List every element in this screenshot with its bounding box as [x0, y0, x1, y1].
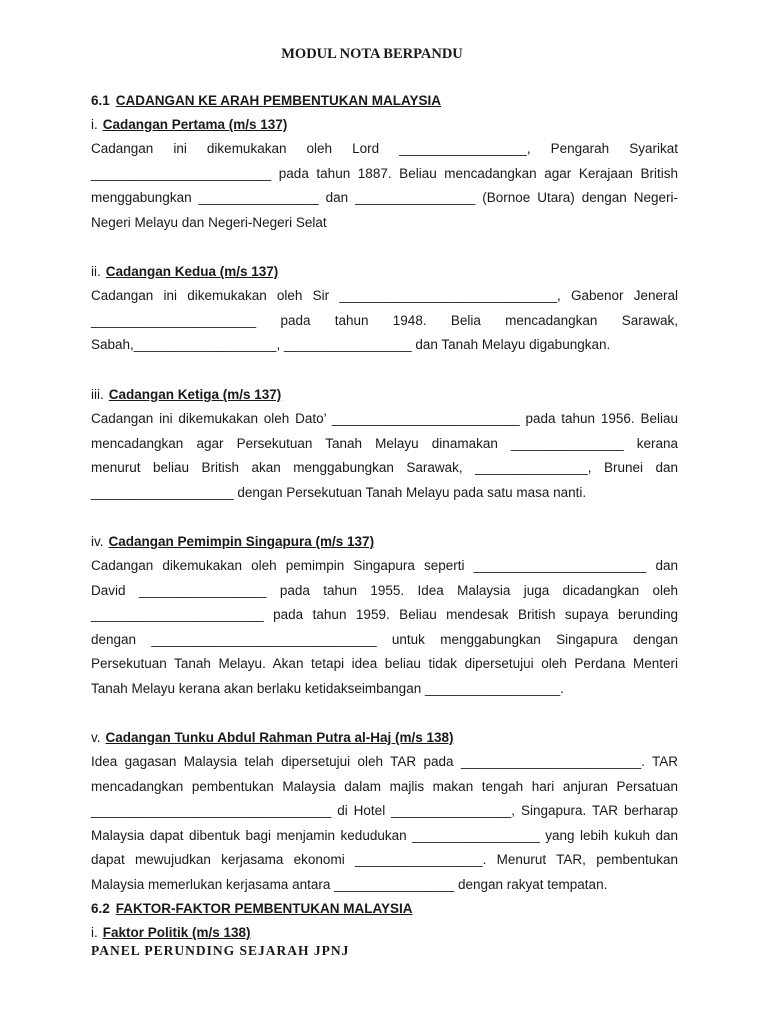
- paragraph-line: Sabah,___________________, _________________ dan Tanah Melayu digabungkan.: [91, 337, 611, 352]
- subsection-title: Cadangan Tunku Abdul Rahman Putra al-Haj (m/s 138): [105, 730, 454, 745]
- section-number: 6.2: [91, 901, 110, 916]
- paragraph-line: Cadangan ini dikemukakan oleh Dato’ _________________________ pada tahun 1956. Beliau: [91, 411, 678, 426]
- paragraph-line: ________________________ pada tahun 1887. Beliau mencadangkan agar Kerajaan British: [91, 165, 678, 181]
- paragraph-cadangan-kedua: [91, 284, 678, 358]
- paragraph-line: Malaysia memerlukan kerjasama antara ________________ dengan rakyat tempatan.: [91, 876, 608, 892]
- paragraph-line: dapat mewujudkan kerjasama ekonomi _________________. Menurut TAR, pembentukan: [91, 852, 678, 867]
- paragraph-line: Idea gagasan Malaysia telah dipersetujui oleh TAR pada ________________________. TAR: [91, 754, 678, 769]
- section-heading-6-2: [91, 901, 413, 916]
- subsection-heading-iv: [91, 534, 374, 549]
- paragraph-line: menggabungkan ________________ dan ________________ (Bornoe Utara) dengan Negeri-: [91, 190, 678, 205]
- subsection-number: i.: [91, 117, 98, 132]
- subsection-title: Faktor Politik (m/s 138): [102, 925, 251, 940]
- subsection-title: Cadangan Kedua (m/s 137): [105, 264, 279, 279]
- subsection-heading-i: [91, 117, 287, 132]
- paragraph-line: Negeri Melayu dan Negeri-Negeri Selat: [91, 214, 327, 230]
- page-footer: PANEL PERUNDING SEJARAH JPNJ: [91, 943, 350, 958]
- paragraph-line: ___________________ dengan Persekutuan Tanah Melayu pada satu masa nanti.: [91, 484, 587, 500]
- paragraph-cadangan-tunku: [91, 750, 678, 897]
- paragraph-line: ______________________ pada tahun 1948. Belia mencadangkan Sarawak,: [91, 312, 678, 328]
- paragraph-line: ________________________________ di Hotel ________________, Singapura. TAR berharap: [91, 803, 678, 818]
- paragraph-line: David _________________ pada tahun 1955. Idea Malaysia juga dicadangkan oleh: [91, 582, 678, 598]
- subsection-title: Cadangan Pertama (m/s 137): [102, 117, 288, 132]
- subsection-title: Cadangan Ketiga (m/s 137): [108, 387, 282, 402]
- subsection-title: Cadangan Pemimpin Singapura (m/s 137): [108, 534, 375, 549]
- section-heading-6-1: [91, 93, 441, 108]
- section-title: FAKTOR-FAKTOR PEMBENTUKAN MALAYSIA: [115, 901, 413, 916]
- subsection-number: iv.: [91, 534, 104, 549]
- paragraph-line: mencadangkan agar Persekutuan Tanah Melayu dinamakan _______________ kerana: [91, 435, 678, 451]
- paragraph-line: Cadangan ini dikemukakan oleh Sir _____________________________, Gabenor Jeneral: [91, 288, 678, 303]
- subsection-number: iii.: [91, 387, 104, 402]
- paragraph-line: _______________________ pada tahun 1959. Beliau mendesak British supaya berunding: [91, 607, 678, 622]
- subsection-number: ii.: [91, 264, 101, 279]
- paragraph-line: Persekutuan Tanah Melayu. Akan tetapi idea beliau tidak dipersetujui oleh Perdana Menteri: [91, 656, 678, 671]
- paragraph-cadangan-pertama: [91, 137, 678, 235]
- section-number: 6.1: [91, 93, 110, 108]
- subsection-heading-faktor-politik: [91, 925, 251, 940]
- subsection-number: v.: [91, 730, 101, 745]
- paragraph-line: dengan ______________________________ untuk menggabungkan Singapura dengan: [91, 631, 678, 647]
- paragraph-cadangan-ketiga: [91, 407, 678, 505]
- paragraph-line: menurut beliau British akan menggabungkan Sarawak, _______________, Brunei dan: [91, 460, 678, 475]
- paragraph-cadangan-pemimpin-singapura: [91, 554, 678, 701]
- page-title: MODUL NOTA BERPANDU: [281, 46, 463, 62]
- paragraph-line: Tanah Melayu kerana akan berlaku ketidakseimbangan __________________.: [91, 680, 564, 696]
- subsection-heading-ii: [91, 264, 278, 279]
- section-title: CADANGAN KE ARAH PEMBENTUKAN MALAYSIA: [115, 93, 442, 108]
- paragraph-line: Cadangan ini dikemukakan oleh Lord _________________, Pengarah Syarikat: [91, 141, 678, 156]
- subsection-heading-v: [91, 730, 454, 745]
- subsection-number: i.: [91, 925, 98, 940]
- paragraph-line: Malaysia dapat dibentuk bagi menjamin kedudukan _________________ yang lebih kukuh dan: [91, 827, 678, 843]
- paragraph-line: mencadangkan pembentukan Malaysia dalam majlis makan tengah hari anjuran Persatuan: [91, 778, 678, 794]
- subsection-heading-iii: [91, 387, 281, 402]
- paragraph-line: Cadangan dikemukakan oleh pemimpin Singapura seperti _______________________ dan: [91, 558, 678, 573]
